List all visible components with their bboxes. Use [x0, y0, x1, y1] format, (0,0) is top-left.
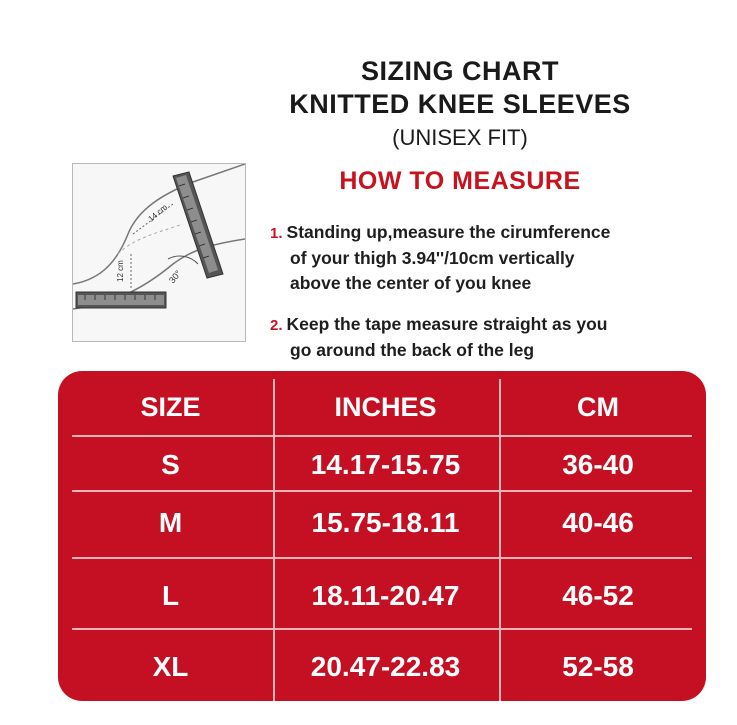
step-1-line-2: of your thigh 3.94''/10cm vertically: [290, 248, 575, 268]
title-line-3: (UNISEX FIT): [392, 125, 528, 150]
row-divider-3: [72, 557, 692, 559]
column-divider-2: [499, 379, 501, 701]
row-m-inches: 15.75-18.11: [311, 507, 460, 538]
row-m-cm: 40-46: [562, 507, 634, 538]
how-to-measure-heading: HOW TO MEASURE: [339, 167, 581, 195]
row-s-size: S: [161, 449, 180, 480]
step-1-line-1: Standing up,measure the cirumference: [286, 222, 611, 242]
label-angle: 30°: [166, 268, 184, 286]
shin-tape: [76, 292, 166, 308]
row-divider-2: [72, 490, 692, 492]
step-2-line-2: go around the back of the leg: [290, 340, 535, 360]
step-2-line-1: Keep the tape measure straight as you: [286, 314, 608, 334]
row-l-cm: 46-52: [562, 580, 634, 611]
row-s-cm: 36-40: [562, 449, 634, 480]
label-12cm: 12 cm: [116, 260, 125, 282]
header-cm: CM: [577, 392, 619, 422]
row-xl-inches: 20.47-22.83: [310, 651, 461, 682]
header-inches: INCHES: [334, 392, 437, 422]
row-divider-1: [72, 435, 692, 437]
row-l-inches: 18.11-20.47: [311, 580, 460, 611]
size-table: [58, 371, 706, 701]
row-m-size: M: [158, 507, 183, 538]
step-2: [270, 312, 710, 363]
knee-contour: [118, 224, 183, 254]
knee-illustration: [73, 164, 245, 341]
header-size: SIZE: [140, 392, 201, 422]
thigh-tape: [173, 172, 223, 278]
step-1-number: 1.: [270, 225, 283, 242]
knee-measure-diagram: [72, 163, 246, 342]
step-1: [270, 220, 710, 296]
row-xl-cm: 52-58: [562, 651, 634, 682]
row-divider-4: [72, 628, 692, 630]
title-line-1: SIZING CHART: [361, 56, 559, 86]
row-s-inches: 14.17-15.75: [310, 449, 461, 480]
title-line-2: KNITTED KNEE SLEEVES: [289, 89, 631, 119]
step-2-number: 2.: [270, 317, 283, 334]
column-divider-1: [273, 379, 275, 701]
step-1-line-3: above the center of you knee: [290, 273, 532, 293]
row-l-size: L: [161, 580, 180, 611]
label-14cm: 14 cm: [146, 202, 169, 224]
row-xl-size: XL: [152, 651, 189, 682]
